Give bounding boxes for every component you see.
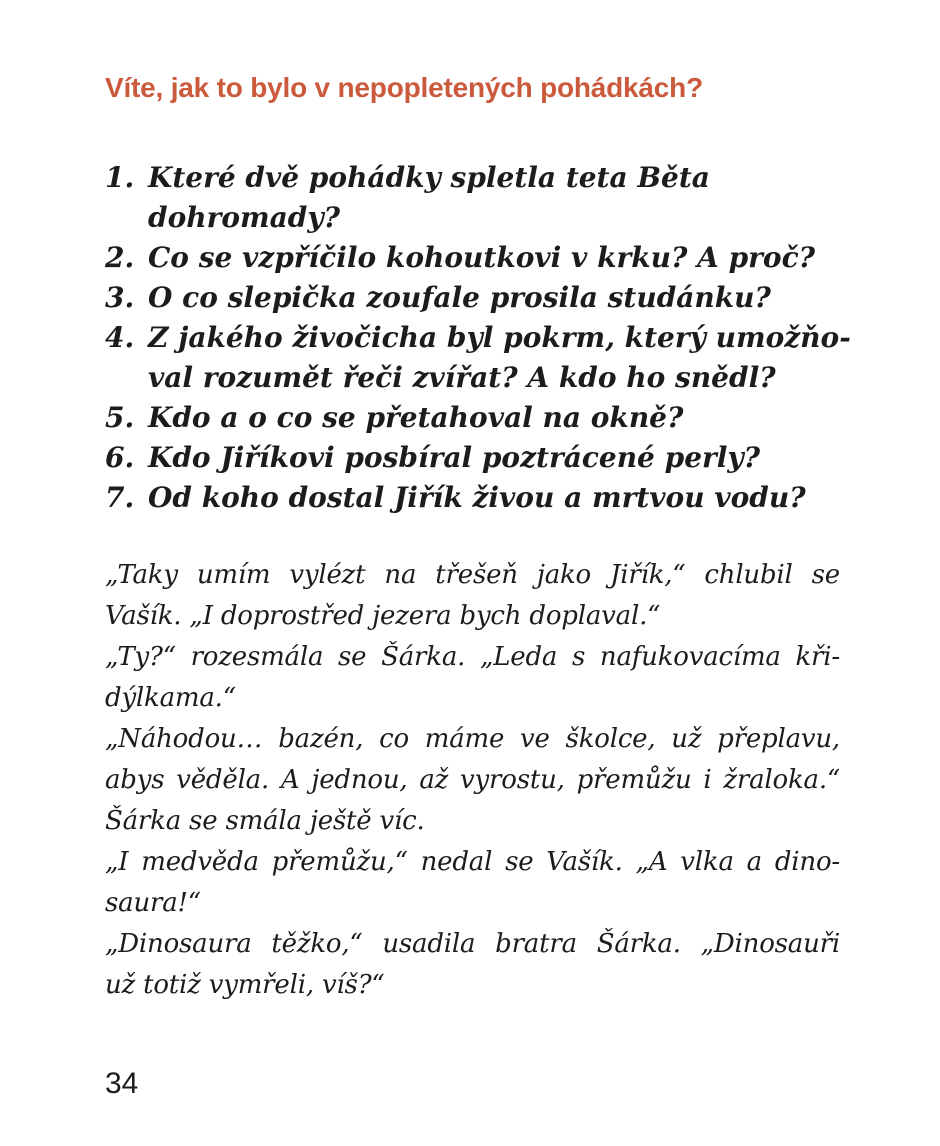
question-line: val rozumět řeči zvířat? A kdo ho snědl? xyxy=(148,361,776,394)
question-list xyxy=(105,158,851,518)
story-line: „Taky umím vylézt na třešeň jako Jiřík,“ chlubil se xyxy=(105,560,840,590)
question-number: 6. xyxy=(105,441,135,474)
question-line: O co slepička zoufale prosila studánku? xyxy=(148,281,771,314)
question-text xyxy=(148,318,851,398)
story-text xyxy=(105,555,840,1006)
question-item xyxy=(105,438,840,478)
story-line: dýlkama.“ xyxy=(105,683,236,713)
story-line: Šárka se smála ještě víc. xyxy=(105,806,425,836)
story-line: už totiž vymřeli, víš?“ xyxy=(105,970,385,1000)
question-line: Z jakého živočicha byl pokrm, který umožňo- xyxy=(148,321,851,354)
page-title: Víte, jak to bylo v nepopletených pohádkách? xyxy=(105,72,703,103)
question-text xyxy=(148,398,840,438)
question-item xyxy=(105,478,840,518)
question-number: 2. xyxy=(105,241,135,274)
question-number: 1. xyxy=(105,161,135,194)
question-line: Od koho dostal Jiřík živou a mrtvou vodu? xyxy=(148,481,806,514)
question-text xyxy=(148,238,840,278)
question-text xyxy=(148,438,840,478)
question-line: Kdo Jiříkovi posbíral poztrácené perly? xyxy=(148,441,761,474)
question-line: Co se vzpříčilo kohoutkovi v krku? A proč? xyxy=(148,241,816,274)
question-line: dohromady? xyxy=(148,201,341,234)
question-item xyxy=(105,398,840,438)
story-line: „Dinosaura těžko,“ usadila bratra Šárka. „Dinosauři xyxy=(105,929,840,959)
question-number: 7. xyxy=(105,481,135,514)
question-line: Kdo a o co se přetahoval na okně? xyxy=(148,401,684,434)
story-line: „I medvěda přemůžu,“ nedal se Vašík. „A vlka a dino- xyxy=(105,847,840,877)
question-item xyxy=(105,278,840,318)
question-item xyxy=(105,238,840,278)
story-line: abys věděla. A jednou, až vyrostu, přemůžu i žraloka.“ xyxy=(105,765,840,795)
question-text xyxy=(148,478,840,518)
question-number: 3. xyxy=(105,281,135,314)
question-text xyxy=(148,278,840,318)
question-text xyxy=(148,158,840,238)
question-item xyxy=(105,158,840,238)
story-line: „Ty?“ rozesmála se Šárka. „Leda s nafukovacíma kři- xyxy=(105,642,840,672)
question-number: 5. xyxy=(105,401,135,434)
story-line: saura!“ xyxy=(105,888,201,918)
question-item xyxy=(105,318,851,398)
page-number: 34 xyxy=(105,1067,139,1100)
question-number: 4. xyxy=(105,321,135,354)
question-line: Které dvě pohádky spletla teta Běta xyxy=(148,161,710,194)
story-line: „Náhodou… bazén, co máme ve školce, už přeplavu, xyxy=(105,724,840,754)
story-line: Vašík. „I doprostřed jezera bych doplaval.“ xyxy=(105,601,661,631)
